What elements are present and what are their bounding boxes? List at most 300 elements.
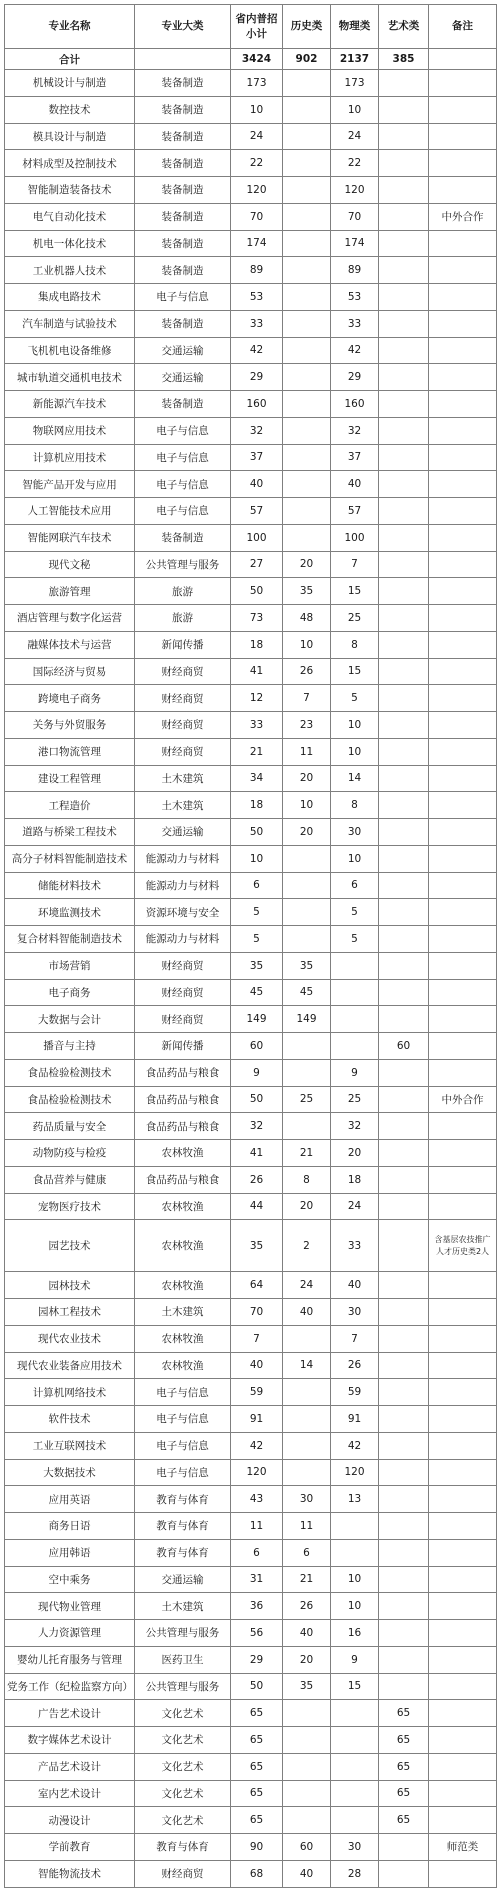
cell-major-category: 电子与信息: [135, 284, 231, 311]
cell-remark: [429, 551, 497, 578]
cell-history-count: 7: [283, 685, 331, 712]
cell-major-category: 财经商贸: [135, 658, 231, 685]
cell-remark: [429, 819, 497, 846]
table-row: [5, 364, 497, 391]
cell-major-category: 电子与信息: [135, 444, 231, 471]
total-category: [135, 49, 231, 70]
cell-provincial-subtotal: 45: [231, 979, 283, 1006]
cell-provincial-subtotal: 44: [231, 1193, 283, 1220]
cell-provincial-subtotal: 64: [231, 1272, 283, 1299]
cell-history-count: 8: [283, 1166, 331, 1193]
cell-arts-count: [379, 1673, 429, 1700]
cell-provincial-subtotal: 6: [231, 1539, 283, 1566]
cell-provincial-subtotal: 37: [231, 444, 283, 471]
cell-major-category: 农林牧渔: [135, 1272, 231, 1299]
cell-physics-count: 30: [331, 1834, 379, 1861]
cell-major-name: 室内艺术设计: [5, 1780, 135, 1807]
cell-arts-count: [379, 203, 429, 230]
cell-major-category: 电子与信息: [135, 498, 231, 525]
cell-remark: [429, 658, 497, 685]
cell-major-name: 婴幼儿托育服务与管理: [5, 1646, 135, 1673]
cell-history-count: 35: [283, 952, 331, 979]
cell-remark: [429, 792, 497, 819]
cell-history-count: 2: [283, 1220, 331, 1272]
cell-major-name: 药品质量与安全: [5, 1113, 135, 1140]
cell-major-name: 飞机机电设备维修: [5, 337, 135, 364]
table-row: [5, 631, 497, 658]
cell-major-category: 食品药品与粮食: [135, 1086, 231, 1113]
cell-arts-count: [379, 952, 429, 979]
header-physics: 物理类: [331, 5, 379, 49]
cell-remark: [429, 1539, 497, 1566]
cell-provincial-subtotal: 22: [231, 150, 283, 177]
cell-physics-count: 10: [331, 1593, 379, 1620]
cell-history-count: 11: [283, 738, 331, 765]
cell-major-category: 电子与信息: [135, 1379, 231, 1406]
cell-major-name: 电气自动化技术: [5, 203, 135, 230]
cell-major-name: 智能物流技术: [5, 1860, 135, 1887]
table-row: [5, 1753, 497, 1780]
cell-major-category: 农林牧渔: [135, 1220, 231, 1272]
cell-arts-count: [379, 498, 429, 525]
cell-physics-count: 10: [331, 96, 379, 123]
table-row: [5, 1727, 497, 1754]
cell-arts-count: [379, 1193, 429, 1220]
cell-history-count: 20: [283, 551, 331, 578]
table-row: [5, 605, 497, 632]
cell-arts-count: [379, 257, 429, 284]
cell-arts-count: 65: [379, 1727, 429, 1754]
cell-major-name: 酒店管理与数字化运营: [5, 605, 135, 632]
cell-remark: [429, 123, 497, 150]
cell-remark: [429, 1432, 497, 1459]
cell-provincial-subtotal: 57: [231, 498, 283, 525]
cell-provincial-subtotal: 43: [231, 1486, 283, 1513]
cell-major-category: 财经商贸: [135, 685, 231, 712]
cell-provincial-subtotal: 56: [231, 1620, 283, 1647]
cell-physics-count: 120: [331, 177, 379, 204]
table-row: [5, 1272, 497, 1299]
cell-provincial-subtotal: 29: [231, 1646, 283, 1673]
cell-history-count: [283, 1780, 331, 1807]
cell-arts-count: [379, 310, 429, 337]
cell-arts-count: [379, 1620, 429, 1647]
cell-physics-count: [331, 1539, 379, 1566]
cell-arts-count: [379, 1113, 429, 1140]
total-history: 902: [283, 49, 331, 70]
cell-provincial-subtotal: 33: [231, 712, 283, 739]
cell-major-category: 旅游: [135, 578, 231, 605]
cell-history-count: [283, 337, 331, 364]
cell-provincial-subtotal: 10: [231, 96, 283, 123]
cell-history-count: 40: [283, 1860, 331, 1887]
cell-provincial-subtotal: 50: [231, 1086, 283, 1113]
table-row: [5, 498, 497, 525]
cell-major-name: 物联网应用技术: [5, 417, 135, 444]
cell-arts-count: [379, 792, 429, 819]
cell-major-category: 能源动力与材料: [135, 872, 231, 899]
cell-major-name: 机械设计与制造: [5, 70, 135, 97]
table-row: [5, 872, 497, 899]
cell-major-category: 装备制造: [135, 177, 231, 204]
cell-remark: [429, 310, 497, 337]
cell-history-count: [283, 524, 331, 551]
table-row: [5, 1432, 497, 1459]
table-row: [5, 257, 497, 284]
cell-major-category: 财经商贸: [135, 1860, 231, 1887]
cell-physics-count: 57: [331, 498, 379, 525]
table-row: [5, 1220, 497, 1272]
cell-provincial-subtotal: 65: [231, 1807, 283, 1834]
cell-physics-count: 30: [331, 819, 379, 846]
cell-major-name: 储能材料技术: [5, 872, 135, 899]
total-subtotal: 3424: [231, 49, 283, 70]
cell-arts-count: [379, 444, 429, 471]
cell-provincial-subtotal: 26: [231, 1166, 283, 1193]
cell-physics-count: [331, 1780, 379, 1807]
cell-major-category: 装备制造: [135, 70, 231, 97]
cell-arts-count: [379, 685, 429, 712]
cell-major-category: 装备制造: [135, 257, 231, 284]
cell-history-count: 6: [283, 1539, 331, 1566]
cell-history-count: 60: [283, 1834, 331, 1861]
cell-physics-count: 5: [331, 926, 379, 953]
cell-major-category: 电子与信息: [135, 471, 231, 498]
cell-arts-count: [379, 979, 429, 1006]
cell-major-name: 商务日语: [5, 1513, 135, 1540]
cell-history-count: 20: [283, 765, 331, 792]
table-row: [5, 926, 497, 953]
cell-arts-count: [379, 70, 429, 97]
cell-major-name: 集成电路技术: [5, 284, 135, 311]
cell-provincial-subtotal: 89: [231, 257, 283, 284]
cell-physics-count: 160: [331, 391, 379, 418]
cell-history-count: 10: [283, 792, 331, 819]
cell-physics-count: 10: [331, 845, 379, 872]
cell-physics-count: 10: [331, 1566, 379, 1593]
cell-physics-count: [331, 1513, 379, 1540]
cell-major-name: 园林工程技术: [5, 1299, 135, 1326]
table-row: [5, 444, 497, 471]
cell-provincial-subtotal: 7: [231, 1325, 283, 1352]
cell-major-category: 食品药品与粮食: [135, 1059, 231, 1086]
cell-major-category: 交通运输: [135, 364, 231, 391]
cell-remark: [429, 738, 497, 765]
table-row: [5, 845, 497, 872]
cell-history-count: [283, 471, 331, 498]
cell-major-name: 宠物医疗技术: [5, 1193, 135, 1220]
cell-history-count: 40: [283, 1299, 331, 1326]
table-row: [5, 284, 497, 311]
cell-arts-count: [379, 765, 429, 792]
cell-physics-count: 15: [331, 1673, 379, 1700]
cell-arts-count: [379, 1006, 429, 1033]
cell-major-category: 文化艺术: [135, 1780, 231, 1807]
cell-major-category: 教育与体育: [135, 1513, 231, 1540]
cell-history-count: [283, 845, 331, 872]
table-row: [5, 1193, 497, 1220]
cell-history-count: [283, 1727, 331, 1754]
cell-major-category: 文化艺术: [135, 1727, 231, 1754]
cell-arts-count: [379, 1513, 429, 1540]
cell-major-name: 现代农业技术: [5, 1325, 135, 1352]
cell-major-category: 财经商贸: [135, 952, 231, 979]
cell-provincial-subtotal: 5: [231, 899, 283, 926]
table-row: [5, 1513, 497, 1540]
cell-provincial-subtotal: 42: [231, 1432, 283, 1459]
cell-provincial-subtotal: 65: [231, 1753, 283, 1780]
cell-major-category: 装备制造: [135, 123, 231, 150]
cell-provincial-subtotal: 9: [231, 1059, 283, 1086]
cell-provincial-subtotal: 6: [231, 872, 283, 899]
cell-major-name: 新能源汽车技术: [5, 391, 135, 418]
cell-provincial-subtotal: 70: [231, 203, 283, 230]
table-row: [5, 979, 497, 1006]
cell-remark: [429, 1566, 497, 1593]
cell-history-count: [283, 1807, 331, 1834]
cell-remark: [429, 1352, 497, 1379]
cell-physics-count: 59: [331, 1379, 379, 1406]
cell-major-name: 智能产品开发与应用: [5, 471, 135, 498]
cell-arts-count: [379, 605, 429, 632]
cell-major-name: 城市轨道交通机电技术: [5, 364, 135, 391]
cell-remark: [429, 578, 497, 605]
cell-major-category: 装备制造: [135, 203, 231, 230]
header-major-name: 专业名称: [5, 5, 135, 49]
cell-history-count: [283, 1432, 331, 1459]
cell-physics-count: 33: [331, 310, 379, 337]
cell-major-name: 产品艺术设计: [5, 1753, 135, 1780]
cell-arts-count: [379, 230, 429, 257]
cell-major-name: 工业机器人技术: [5, 257, 135, 284]
cell-major-name: 高分子材料智能制造技术: [5, 845, 135, 872]
cell-physics-count: 25: [331, 605, 379, 632]
table-row: [5, 391, 497, 418]
table-row: [5, 1299, 497, 1326]
cell-major-name: 园艺技术: [5, 1220, 135, 1272]
cell-major-category: 电子与信息: [135, 417, 231, 444]
cell-physics-count: 9: [331, 1646, 379, 1673]
cell-provincial-subtotal: 27: [231, 551, 283, 578]
cell-arts-count: [379, 631, 429, 658]
cell-major-name: 现代农业装备应用技术: [5, 1352, 135, 1379]
cell-provincial-subtotal: 5: [231, 926, 283, 953]
cell-major-category: 公共管理与服务: [135, 1673, 231, 1700]
cell-history-count: [283, 1406, 331, 1433]
cell-arts-count: [379, 845, 429, 872]
table-row: [5, 1486, 497, 1513]
table-row: [5, 203, 497, 230]
cell-arts-count: [379, 471, 429, 498]
cell-major-name: 食品检验检测技术: [5, 1059, 135, 1086]
cell-history-count: [283, 1325, 331, 1352]
total-remarks: [429, 49, 497, 70]
cell-remark: [429, 1753, 497, 1780]
cell-remark: [429, 1406, 497, 1433]
cell-remark: [429, 1807, 497, 1834]
cell-provincial-subtotal: 160: [231, 391, 283, 418]
cell-history-count: [283, 498, 331, 525]
cell-history-count: [283, 1753, 331, 1780]
cell-major-category: 农林牧渔: [135, 1140, 231, 1167]
cell-arts-count: [379, 1646, 429, 1673]
table-row: [5, 1325, 497, 1352]
cell-arts-count: [379, 364, 429, 391]
table-row: [5, 1646, 497, 1673]
cell-major-name: 市场营销: [5, 952, 135, 979]
table-row: [5, 1113, 497, 1140]
cell-physics-count: [331, 1807, 379, 1834]
cell-arts-count: [379, 177, 429, 204]
table-row: [5, 524, 497, 551]
table-row: [5, 899, 497, 926]
cell-major-category: 食品药品与粮食: [135, 1166, 231, 1193]
cell-remark: [429, 417, 497, 444]
cell-remark: [429, 1513, 497, 1540]
cell-arts-count: 60: [379, 1033, 429, 1060]
cell-history-count: [283, 257, 331, 284]
cell-major-category: 土木建筑: [135, 1299, 231, 1326]
cell-major-category: 土木建筑: [135, 765, 231, 792]
cell-major-name: 工程造价: [5, 792, 135, 819]
cell-provincial-subtotal: 59: [231, 1379, 283, 1406]
table-row: [5, 1673, 497, 1700]
cell-arts-count: [379, 1220, 429, 1272]
cell-major-name: 港口物流管理: [5, 738, 135, 765]
cell-history-count: [283, 899, 331, 926]
cell-physics-count: 8: [331, 631, 379, 658]
cell-major-category: 土木建筑: [135, 792, 231, 819]
cell-major-category: 能源动力与材料: [135, 926, 231, 953]
table-row: [5, 230, 497, 257]
cell-provincial-subtotal: 34: [231, 765, 283, 792]
cell-major-name: 计算机网络技术: [5, 1379, 135, 1406]
cell-major-name: 软件技术: [5, 1406, 135, 1433]
cell-history-count: 21: [283, 1140, 331, 1167]
cell-physics-count: [331, 979, 379, 1006]
table-row: [5, 150, 497, 177]
table-row: [5, 1620, 497, 1647]
cell-major-category: 装备制造: [135, 150, 231, 177]
cell-major-name: 关务与外贸服务: [5, 712, 135, 739]
cell-provincial-subtotal: 11: [231, 1513, 283, 1540]
table-row: [5, 658, 497, 685]
cell-provincial-subtotal: 42: [231, 337, 283, 364]
cell-physics-count: 13: [331, 1486, 379, 1513]
cell-remark: [429, 685, 497, 712]
table-row: [5, 1834, 497, 1861]
cell-major-category: 文化艺术: [135, 1700, 231, 1727]
cell-history-count: 10: [283, 631, 331, 658]
cell-physics-count: 10: [331, 712, 379, 739]
cell-history-count: 35: [283, 578, 331, 605]
cell-remark: [429, 1113, 497, 1140]
cell-physics-count: 5: [331, 685, 379, 712]
cell-major-name: 智能制造装备技术: [5, 177, 135, 204]
cell-history-count: 40: [283, 1620, 331, 1647]
cell-physics-count: 22: [331, 150, 379, 177]
table-row: [5, 1059, 497, 1086]
cell-arts-count: [379, 658, 429, 685]
table-row: [5, 1140, 497, 1167]
cell-history-count: 26: [283, 1593, 331, 1620]
cell-provincial-subtotal: 18: [231, 631, 283, 658]
cell-provincial-subtotal: 50: [231, 578, 283, 605]
cell-major-name: 环境监测技术: [5, 899, 135, 926]
cell-provincial-subtotal: 40: [231, 471, 283, 498]
table-row: [5, 417, 497, 444]
cell-major-name: 应用英语: [5, 1486, 135, 1513]
cell-remark: [429, 1727, 497, 1754]
cell-major-name: 建设工程管理: [5, 765, 135, 792]
cell-provincial-subtotal: 32: [231, 1113, 283, 1140]
cell-history-count: [283, 391, 331, 418]
cell-provincial-subtotal: 65: [231, 1700, 283, 1727]
cell-provincial-subtotal: 35: [231, 952, 283, 979]
cell-physics-count: 173: [331, 70, 379, 97]
cell-physics-count: [331, 1753, 379, 1780]
header-arts: 艺术类: [379, 5, 429, 49]
cell-provincial-subtotal: 120: [231, 1459, 283, 1486]
cell-arts-count: [379, 1166, 429, 1193]
cell-provincial-subtotal: 65: [231, 1727, 283, 1754]
cell-major-category: 交通运输: [135, 337, 231, 364]
cell-arts-count: [379, 123, 429, 150]
cell-physics-count: 40: [331, 471, 379, 498]
cell-arts-count: [379, 926, 429, 953]
cell-remark: [429, 952, 497, 979]
cell-arts-count: [379, 391, 429, 418]
cell-physics-count: 14: [331, 765, 379, 792]
cell-history-count: [283, 1459, 331, 1486]
cell-history-count: 25: [283, 1086, 331, 1113]
table-row: [5, 1166, 497, 1193]
cell-physics-count: 30: [331, 1299, 379, 1326]
cell-remark: [429, 444, 497, 471]
cell-physics-count: 33: [331, 1220, 379, 1272]
cell-physics-count: 26: [331, 1352, 379, 1379]
cell-remark: [429, 765, 497, 792]
cell-major-name: 食品检验检测技术: [5, 1086, 135, 1113]
cell-provincial-subtotal: 65: [231, 1780, 283, 1807]
cell-remark: [429, 605, 497, 632]
cell-arts-count: [379, 1272, 429, 1299]
cell-major-category: 教育与体育: [135, 1539, 231, 1566]
cell-provincial-subtotal: 21: [231, 738, 283, 765]
cell-remark: [429, 230, 497, 257]
total-arts: 385: [379, 49, 429, 70]
table-row: [5, 96, 497, 123]
cell-major-category: 电子与信息: [135, 1432, 231, 1459]
total-physics: 2137: [331, 49, 379, 70]
cell-arts-count: [379, 150, 429, 177]
table-row: [5, 70, 497, 97]
cell-provincial-subtotal: 50: [231, 819, 283, 846]
cell-provincial-subtotal: 68: [231, 1860, 283, 1887]
cell-major-name: 机电一体化技术: [5, 230, 135, 257]
cell-remark: [429, 257, 497, 284]
cell-physics-count: 42: [331, 1432, 379, 1459]
cell-history-count: 20: [283, 819, 331, 846]
table-row: [5, 1006, 497, 1033]
cell-provincial-subtotal: 32: [231, 417, 283, 444]
cell-history-count: [283, 444, 331, 471]
cell-major-name: 人工智能技术应用: [5, 498, 135, 525]
cell-remark: [429, 1620, 497, 1647]
cell-major-name: 汽车制造与试验技术: [5, 310, 135, 337]
cell-remark: 中外合作: [429, 1086, 497, 1113]
cell-history-count: [283, 177, 331, 204]
